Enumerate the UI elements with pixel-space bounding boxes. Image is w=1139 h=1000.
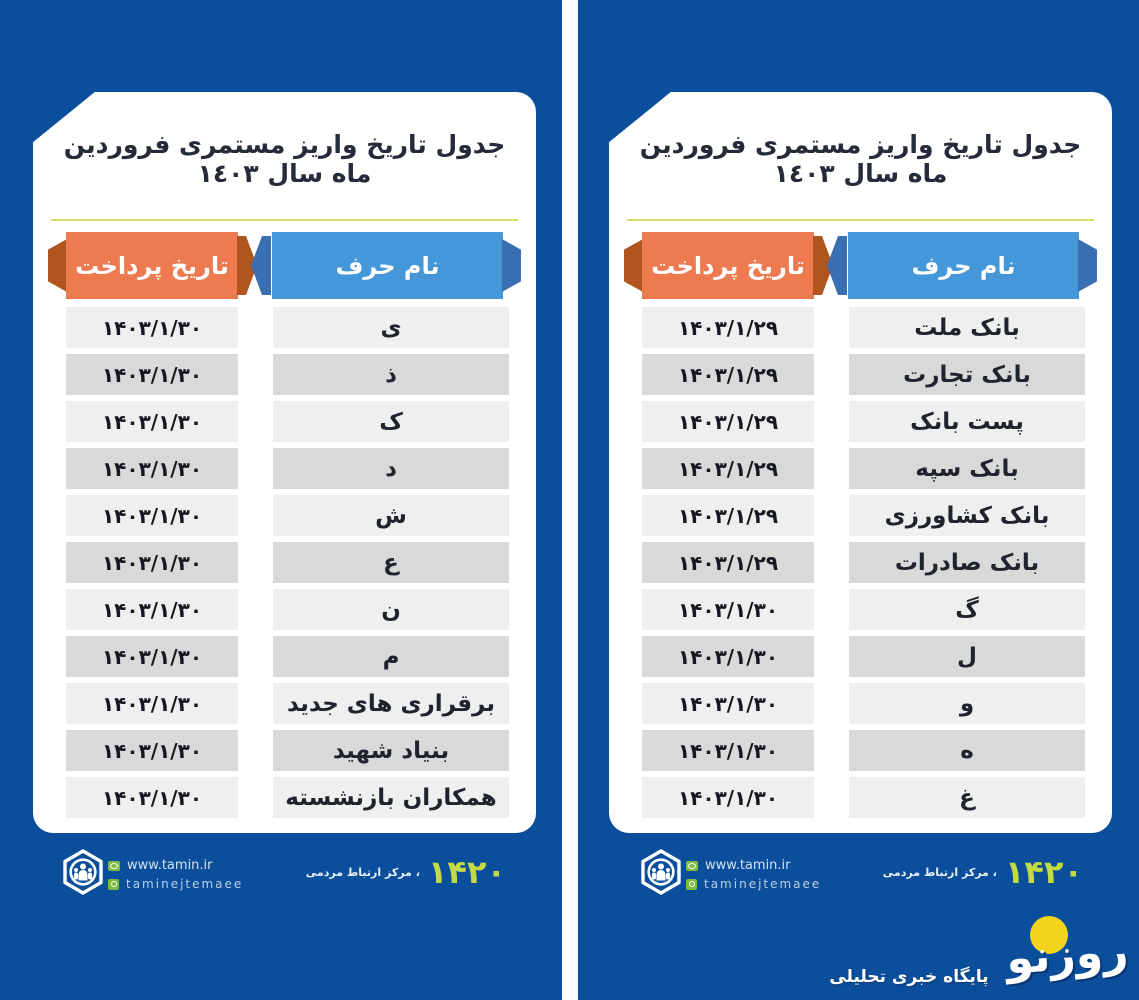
payment-date-cell: ۱۴۰۳/۱/۳۰: [642, 589, 814, 630]
ribbon-arrow-icon: [251, 236, 271, 295]
watermark-tagline: پایگاه خبری تحلیلی: [829, 967, 989, 987]
table-row: [66, 448, 509, 489]
letter-name-cell: ش: [273, 495, 509, 536]
letter-name-cell: ی: [273, 307, 509, 348]
table-row: [66, 636, 509, 677]
payment-date-cell: ۱۴۰۳/۱/۳۰: [642, 730, 814, 771]
hotline-number: ۱۴۲۰: [427, 853, 506, 891]
hotline-number: ۱۴۲۰: [1004, 853, 1083, 891]
ribbon-end-icon: [48, 239, 67, 292]
panel-footer: [578, 846, 1139, 910]
title-divider: [51, 219, 518, 221]
payment-date-cell: ۱۴۰۳/۱/۲۹: [642, 307, 814, 348]
table-row: [66, 589, 509, 630]
payment-date-cell: ۱۴۰۳/۱/۳۰: [66, 542, 238, 583]
letter-name-cell: همکاران بازنشسته: [273, 777, 509, 818]
payment-date-cell: ۱۴۰۳/۱/۳۰: [66, 777, 238, 818]
social-links: [108, 858, 243, 891]
table-row: [642, 636, 1085, 677]
social-handle: taminejtemaee: [126, 877, 244, 891]
payment-date-cell: ۱۴۰۳/۱/۳۰: [66, 589, 238, 630]
panel-footer: [0, 846, 562, 910]
payment-date-cell: ۱۴۰۳/۱/۳۰: [66, 401, 238, 442]
payment-date-cell: ۱۴۰۳/۱/۲۹: [642, 448, 814, 489]
payment-date-cell: ۱۴۰۳/۱/۳۰: [642, 777, 814, 818]
letter-name-cell: غ: [849, 777, 1085, 818]
instagram-line: [686, 877, 821, 891]
globe-icon: [108, 861, 120, 871]
letter-name-cell: بانک صادرات: [849, 542, 1085, 583]
letter-name-cell: پست بانک: [849, 401, 1085, 442]
table-body: [642, 307, 1085, 824]
instagram-icon: [686, 879, 697, 890]
table-row: [642, 307, 1085, 348]
payment-date-cell: ۱۴۰۳/۱/۳۰: [642, 683, 814, 724]
table-row: [642, 777, 1085, 818]
letter-name-cell: ذ: [273, 354, 509, 395]
table-row: [642, 401, 1085, 442]
ribbon-end-icon: [1078, 239, 1097, 292]
table-row: [642, 354, 1085, 395]
letter-name-cell: و: [849, 683, 1085, 724]
table-row: [66, 542, 509, 583]
table-card: [33, 92, 536, 833]
table-card: [609, 92, 1112, 833]
table-row: [66, 683, 509, 724]
roozno-wordmark: روزنو: [1004, 925, 1130, 985]
letter-name-cell: بانک ملت: [849, 307, 1085, 348]
name-column-header: نام حرف: [848, 232, 1079, 299]
panel-left: [0, 0, 562, 1000]
globe-icon: [686, 861, 698, 871]
payment-date-cell: ۱۴۰۳/۱/۲۹: [642, 495, 814, 536]
website-url: www.tamin.ir: [705, 858, 791, 873]
payment-date-cell: ۱۴۰۳/۱/۲۹: [642, 542, 814, 583]
letter-name-cell: ک: [273, 401, 509, 442]
letter-name-cell: ع: [273, 542, 509, 583]
table-body: [66, 307, 509, 824]
instagram-line: [108, 877, 243, 891]
table-row: [66, 401, 509, 442]
table-header: [609, 232, 1112, 300]
table-row: [642, 542, 1085, 583]
page-title: جدول تاریخ واریز مستمری فروردین ماه سال ١٤٠٣: [63, 130, 506, 188]
letter-name-cell: ن: [273, 589, 509, 630]
payment-date-cell: ۱۴۰۳/۱/۳۰: [66, 354, 238, 395]
hotline: [305, 853, 506, 891]
hotline-label: ، مرکز ارتباط مردمی: [305, 865, 420, 879]
panel-right: [578, 0, 1139, 1000]
table-header: [33, 232, 536, 300]
letter-name-cell: برقراری های جدید: [273, 683, 509, 724]
letter-name-cell: بانک سپه: [849, 448, 1085, 489]
website-line: [108, 858, 243, 873]
website-line: [686, 858, 821, 873]
title-divider: [627, 219, 1094, 221]
table-row: [66, 307, 509, 348]
letter-name-cell: د: [273, 448, 509, 489]
table-row: [66, 354, 509, 395]
letter-name-cell: بانک تجارت: [849, 354, 1085, 395]
instagram-icon: [108, 879, 119, 890]
ribbon-end-icon: [624, 239, 643, 292]
letter-name-cell: بانک کشاورزی: [849, 495, 1085, 536]
tamin-logo: [62, 849, 104, 895]
payment-date-cell: ۱۴۰۳/۱/۳۰: [66, 683, 238, 724]
hotline-label: ، مرکز ارتباط مردمی: [882, 865, 997, 879]
letter-name-cell: ه: [849, 730, 1085, 771]
payment-date-cell: ۱۴۰۳/۱/۳۰: [642, 636, 814, 677]
date-column-header: تاریخ پرداخت: [642, 232, 814, 299]
table-row: [642, 683, 1085, 724]
letter-name-cell: گ: [849, 589, 1085, 630]
payment-date-cell: ۱۴۰۳/۱/۳۰: [66, 307, 238, 348]
table-row: [66, 730, 509, 771]
letter-name-cell: بنیاد شهید: [273, 730, 509, 771]
table-row: [642, 589, 1085, 630]
payment-date-cell: ۱۴۰۳/۱/۳۰: [66, 636, 238, 677]
social-links: [686, 858, 821, 891]
ribbon-end-icon: [502, 239, 521, 292]
payment-date-cell: ۱۴۰۳/۱/۲۹: [642, 354, 814, 395]
table-row: [642, 495, 1085, 536]
payment-date-cell: ۱۴۰۳/۱/۲۹: [642, 401, 814, 442]
payment-date-cell: ۱۴۰۳/۱/۳۰: [66, 730, 238, 771]
date-column-header: تاریخ پرداخت: [66, 232, 238, 299]
page-title: جدول تاریخ واریز مستمری فروردین ماه سال ١٤٠٣: [639, 130, 1082, 188]
table-row: [642, 448, 1085, 489]
table-row: [642, 730, 1085, 771]
letter-name-cell: م: [273, 636, 509, 677]
table-row: [66, 495, 509, 536]
roozno-logo: [1004, 914, 1130, 998]
payment-date-cell: ۱۴۰۳/۱/۳۰: [66, 448, 238, 489]
website-url: www.tamin.ir: [127, 858, 213, 873]
ribbon-arrow-icon: [827, 236, 847, 295]
payment-date-cell: ۱۴۰۳/۱/۳۰: [66, 495, 238, 536]
hotline: [882, 853, 1083, 891]
name-column-header: نام حرف: [272, 232, 503, 299]
social-handle: taminejtemaee: [704, 877, 822, 891]
tamin-logo: [640, 849, 682, 895]
table-row: [66, 777, 509, 818]
letter-name-cell: ل: [849, 636, 1085, 677]
